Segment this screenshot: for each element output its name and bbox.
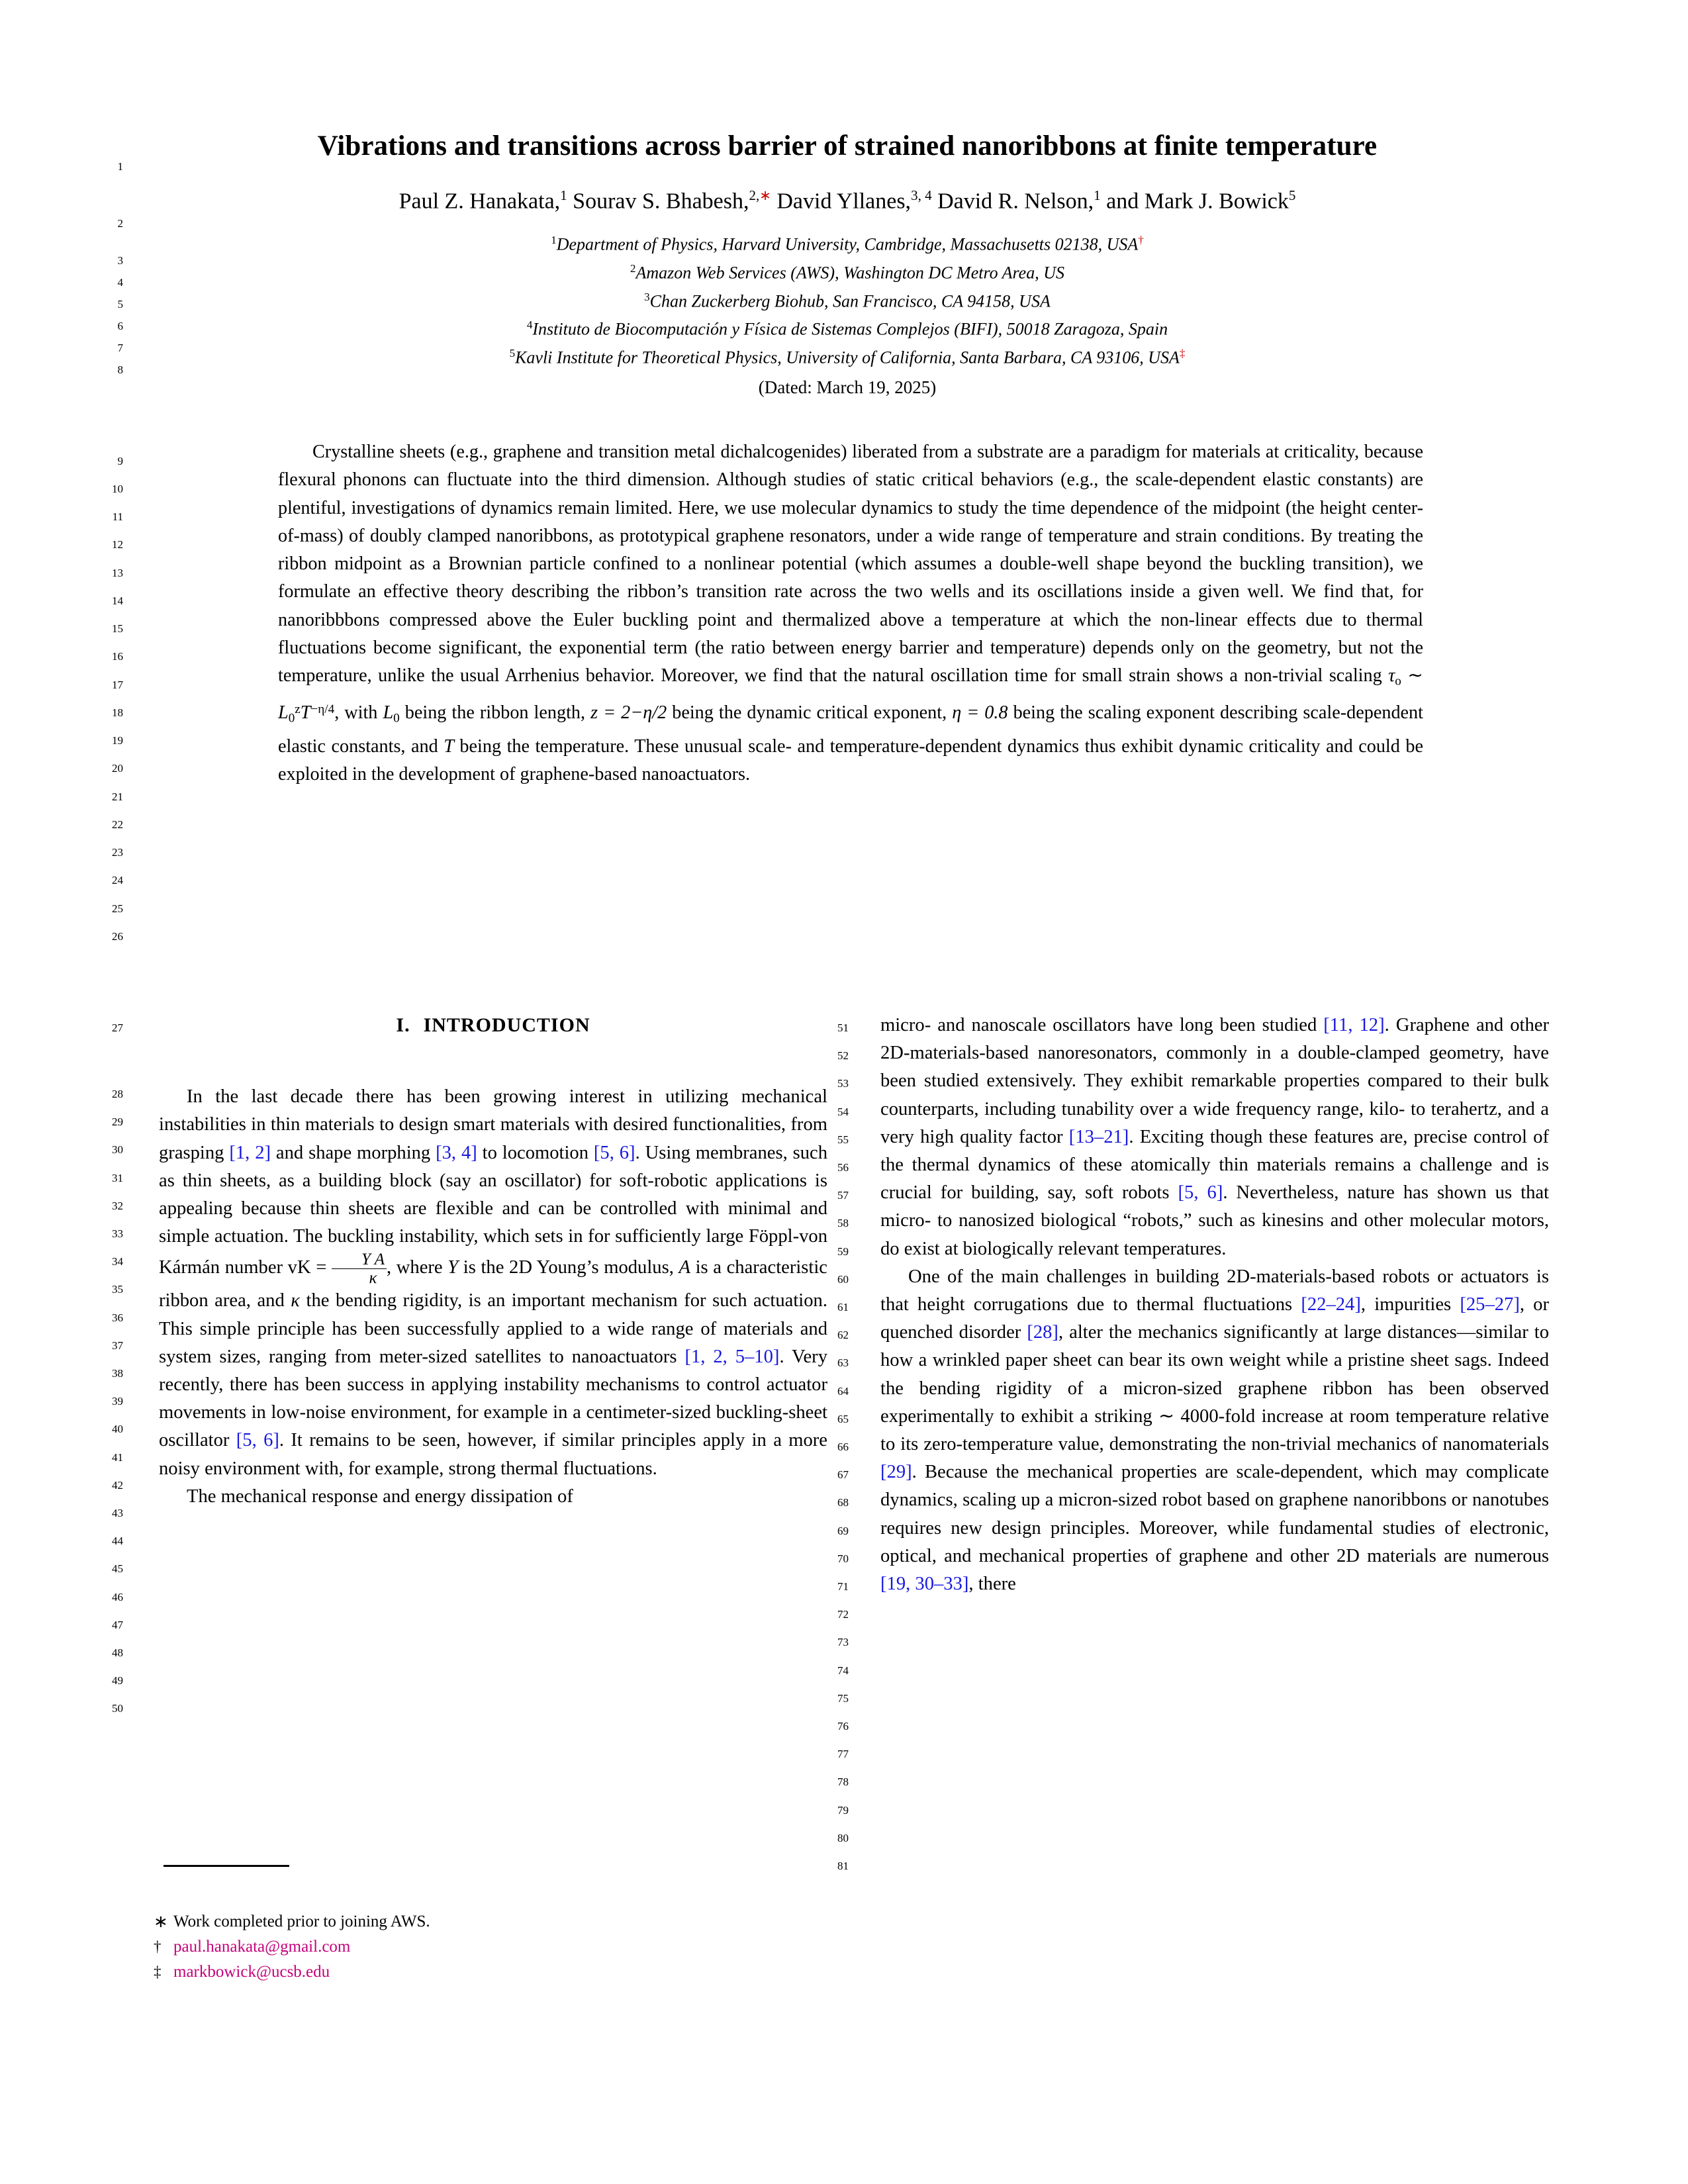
intro-text-6: is the 2D Young’s modulus,	[458, 1257, 679, 1278]
line-number: 38	[112, 1367, 123, 1380]
line-number: 80	[837, 1831, 849, 1844]
symbol-kappa: κ	[291, 1290, 301, 1311]
line-number: 29	[112, 1116, 123, 1129]
footnote-1	[154, 1909, 822, 1934]
line-number: 67	[837, 1468, 849, 1482]
citation-13-21[interactable]: [13–21]	[1068, 1126, 1129, 1147]
symbol-A: A	[679, 1257, 690, 1278]
affiliation-1-mark: 1	[551, 234, 557, 247]
line-number: 11	[112, 510, 123, 523]
line-number: 63	[837, 1356, 849, 1370]
line-number: 41	[112, 1450, 123, 1464]
line-number: 23	[112, 846, 123, 859]
line-number: 34	[112, 1255, 123, 1268]
right-text-6: , impurities	[1360, 1294, 1460, 1315]
citation-22-24[interactable]: [22–24]	[1301, 1294, 1361, 1315]
line-number: 2	[117, 217, 123, 230]
abstract	[278, 438, 1423, 788]
line-number: 44	[112, 1535, 123, 1548]
line-number: 62	[837, 1329, 849, 1342]
intro-text-8: the bending rigidity, is an important mechanism for such actuation. This simple principle has been successfully applied to a wide range of materials and system sizes, ranging from meter-sized satellites to nanoactuators	[159, 1290, 827, 1367]
formula-foppl-von-karman	[332, 1251, 387, 1287]
line-number: 30	[112, 1143, 123, 1157]
fraction-denominator-kappa: κ	[369, 1269, 377, 1288]
affiliation-5-footnote-mark[interactable]: ‡	[1179, 346, 1186, 359]
line-number: 4	[117, 276, 123, 289]
author-1: Paul Z. Hanakata,	[399, 189, 561, 214]
line-number: 69	[837, 1524, 849, 1537]
line-number: 71	[837, 1580, 849, 1593]
citation-5-6-b[interactable]: [5, 6]	[236, 1430, 279, 1451]
title-block	[132, 130, 1562, 398]
line-number: 31	[112, 1171, 123, 1184]
line-number: 22	[112, 818, 123, 831]
line-number: 51	[837, 1021, 849, 1034]
citation-28[interactable]: [28]	[1027, 1322, 1058, 1343]
line-number: 76	[837, 1720, 849, 1733]
line-number: 25	[112, 902, 123, 915]
line-number: 73	[837, 1636, 849, 1649]
right-text-2: . Graphene and other 2D-materials-based nanoresonators, commonly in a double-clamped geometry, have been studied extensively. They exhibit remarkable properties compared to their bulk counterparts, including tunability over a wide frequency range, kilo- to terahertz, and a very high quality factor	[880, 1015, 1549, 1147]
line-number: 32	[112, 1199, 123, 1212]
line-number: 37	[112, 1339, 123, 1352]
line-number: 6	[117, 320, 123, 332]
line-number: 47	[112, 1618, 123, 1631]
line-number: 68	[837, 1496, 849, 1509]
L-subscript: 0	[288, 711, 295, 726]
line-number: 12	[112, 538, 123, 551]
paragraph-right-1	[880, 1012, 1549, 1263]
line-number: 21	[112, 790, 123, 803]
body-column-right	[880, 1012, 1549, 1598]
line-number: 50	[112, 1702, 123, 1715]
affiliation-2	[132, 257, 1562, 285]
author-4: David R. Nelson,	[937, 189, 1094, 214]
similar-symbol: ∼	[1407, 665, 1423, 687]
abstract-formula-z: z = 2−η/2	[590, 702, 667, 724]
footnote-separator-rule	[164, 1865, 289, 1867]
line-number: 5	[117, 298, 123, 310]
line-number: 75	[837, 1691, 849, 1705]
affiliation-1	[132, 228, 1562, 257]
tau-subscript: o	[1395, 674, 1401, 688]
author-3: David Yllanes,	[776, 189, 912, 214]
abstract-text-part-6: being the temperature. These unusual scale- and temperature-dependent dynamics thus exhibit dynamic criticality and could be exploited in the development of graphene-based nanoactuators.	[278, 736, 1423, 785]
section-number: I.	[396, 1014, 410, 1036]
line-number: 79	[837, 1803, 849, 1817]
footnote-1-text: Work completed prior to joining AWS.	[173, 1913, 430, 1930]
line-number: 27	[112, 1021, 123, 1034]
affiliation-5-text: Kavli Institute for Theoretical Physics, University of California, Santa Barbara, CA 93106, USA	[515, 348, 1180, 367]
date-line: (Dated: March 19, 2025)	[758, 377, 937, 397]
line-number: 49	[112, 1674, 123, 1687]
line-number: 24	[112, 874, 123, 886]
affiliation-4-mark: 4	[526, 318, 533, 332]
fraction-numerator-YA: Y A	[332, 1251, 387, 1269]
citation-29[interactable]: [29]	[880, 1462, 912, 1483]
line-number: 18	[112, 706, 123, 719]
L-symbol: L	[278, 702, 289, 724]
affiliation-4-text: Instituto de Biocomputación y Física de Sistemas Complejos (BIFI), 50018 Zaragoza, Spain	[532, 319, 1168, 339]
abstract-text-part-2: , with	[334, 702, 383, 724]
citation-1-2[interactable]: [1, 2]	[229, 1142, 271, 1163]
affiliation-3	[132, 285, 1562, 314]
citation-1-2-5-10[interactable]: [1, 2, 5–10]	[684, 1346, 780, 1367]
line-number: 14	[112, 594, 123, 607]
symbol-Y: Y	[447, 1257, 459, 1278]
line-number: 53	[837, 1077, 849, 1090]
line-number: 9	[117, 455, 123, 467]
author-list	[132, 187, 1562, 214]
line-number: 66	[837, 1441, 849, 1453]
line-number: 20	[112, 762, 123, 775]
citation-25-27[interactable]: [25–27]	[1460, 1294, 1520, 1315]
section-heading-introduction	[159, 1012, 827, 1039]
line-number: 45	[112, 1562, 123, 1576]
line-number: 26	[112, 930, 123, 943]
author-1-affil-mark: 1	[560, 187, 567, 203]
body-column-left	[159, 1012, 827, 1511]
line-number: 1	[117, 160, 123, 173]
L-exponent: z	[295, 702, 301, 717]
line-number: 78	[837, 1776, 849, 1789]
intro-text-5: , where	[387, 1257, 448, 1278]
abstract-formula-T: T	[444, 736, 454, 757]
intro-text-2: and shape morphing	[271, 1142, 436, 1163]
affiliation-3-mark: 3	[644, 290, 650, 303]
citation-5-6[interactable]: [5, 6]	[593, 1142, 635, 1163]
footnote-1-marker: ∗	[154, 1912, 168, 1931]
line-number: 55	[837, 1133, 849, 1146]
affiliation-5-mark: 5	[509, 346, 516, 359]
footnote-2-marker: †	[154, 1938, 162, 1955]
line-number: 39	[112, 1395, 123, 1408]
author-4-affil-mark: 1	[1094, 187, 1101, 203]
right-text-9: . Because the mechanical properties are scale-dependent, which may complicate dynamics, scaling up a micron-sized robot based on graphene nanoribbons or nanotubes requires new design principles. Moreover, while fundamental studies of electronic, optical, and mechanical properties of graphene and other 2D materials are numerous	[880, 1462, 1549, 1566]
paragraph-intro-1	[159, 1083, 827, 1483]
intro-text-7: is a characteristic ribbon area, and	[159, 1257, 827, 1311]
right-text-1: micro- and nanoscale oscillators have long been studied	[880, 1015, 1324, 1035]
paragraph-right-2	[880, 1263, 1549, 1598]
line-number: 15	[112, 622, 123, 635]
page-title: Vibrations and transitions across barrier of strained nanoribbons at finite temperature	[317, 130, 1378, 162]
right-text-5: One of the main challenges in building 2D-materials-based robots or actuators is that height corrugations due to thermal fluctuations	[880, 1266, 1549, 1315]
line-number: 77	[837, 1748, 849, 1761]
line-number: 28	[112, 1088, 123, 1100]
line-number: 74	[837, 1664, 849, 1677]
line-number: 60	[837, 1272, 849, 1286]
line-number: 33	[112, 1227, 123, 1240]
line-number: 13	[112, 567, 123, 579]
line-number: 7	[117, 342, 123, 354]
abstract-text-part-5: being the scaling exponent describing scale-dependent elastic constants, and	[278, 702, 1423, 757]
line-number: 3	[117, 254, 123, 267]
right-text-3: . Exciting though these features are, precise control of the thermal dynamics of these atomically thin materials remains a challenge and is crucial for building, say, soft robots	[880, 1126, 1549, 1204]
footnote-2	[154, 1934, 822, 1960]
author-5: Mark J. Bowick	[1144, 189, 1289, 214]
author-2-footnote-mark[interactable]: ∗	[759, 187, 771, 203]
footnote-2-email-link[interactable]: paul.hanakata@gmail.com	[173, 1938, 351, 1956]
line-number: 43	[112, 1507, 123, 1519]
right-text-10: , there	[968, 1574, 1016, 1595]
line-number: 59	[837, 1245, 849, 1258]
affiliation-5	[132, 342, 1562, 370]
right-text-4: . Nevertheless, nature has shown us that micro- to nanosized biological “robots,” such as kinesins and other molecular motors, do exist at biologically relevant temperatures.	[880, 1182, 1549, 1259]
line-number: 16	[112, 650, 123, 663]
abstract-formula-L0	[383, 702, 400, 726]
line-number: 35	[112, 1283, 123, 1296]
line-number: 40	[112, 1423, 123, 1436]
right-text-7: , or quenched disorder	[880, 1294, 1549, 1343]
line-number: 17	[112, 679, 123, 691]
intro-text-10: . It remains to be seen, however, if similar principles apply in a more noisy environment with, for example, strong thermal fluctuations.	[159, 1430, 827, 1479]
paragraph-intro-2	[159, 1483, 827, 1511]
affiliation-2-text: Amazon Web Services (AWS), Washington DC Metro Area, US	[635, 263, 1064, 283]
intro-text-4: . Using membranes, such as thin sheets, as a building block (say an oscillator) for soft-robotic applications is appealing because thin sheets are flexible and can be controlled with minimal and simple actuation. The buckling instability, which sets in for sufficiently large Föppl-von Kármán number vK =	[159, 1142, 828, 1278]
affiliation-4	[132, 313, 1562, 342]
line-number: 58	[837, 1217, 849, 1230]
author-conjunction: and	[1106, 189, 1139, 214]
citation-11-12[interactable]: [11, 12]	[1323, 1015, 1385, 1035]
line-number: 81	[837, 1860, 849, 1872]
abstract-formula-eta: η = 0.8	[952, 702, 1008, 724]
line-number: 56	[837, 1161, 849, 1174]
section-title: INTRODUCTION	[423, 1014, 590, 1036]
line-number: 61	[837, 1301, 849, 1313]
T-exponent: −η/4	[310, 702, 335, 717]
affiliation-3-text: Chan Zuckerberg Biohub, San Francisco, CA 94158, USA	[649, 291, 1051, 311]
footnote-3	[154, 1960, 822, 1985]
line-number: 8	[117, 363, 123, 376]
T-symbol: T	[300, 702, 311, 724]
line-number: 36	[112, 1311, 123, 1324]
line-number: 54	[837, 1105, 849, 1118]
affiliation-2-mark: 2	[630, 261, 636, 275]
author-2: Sourav S. Bhabesh,	[573, 189, 749, 214]
intro-text-9: . Very recently, there has been success in applying instability mechanisms to control actuator movements in low-noise environment, for example in a centimeter-sized buckling-sheet oscillator	[159, 1346, 827, 1451]
right-text-8: , alter the mechanics significantly at large distances—similar to how a wrinkled paper sheet can bear its own weight while a pristine sheet sags. Indeed the bending rigidity of a micron-sized graphene ribbon has been observed experimentally to exhibit a striking ∼ 4000-fold increase at room temperature relative to its zero-temperature value, demonstrating the non-trivial mechanics of nanomaterials	[880, 1322, 1549, 1455]
line-number: 57	[837, 1189, 849, 1202]
intro-text-3: to locomotion	[477, 1142, 594, 1163]
affiliation-list	[132, 228, 1562, 369]
footnote-3-marker: ‡	[154, 1964, 162, 1980]
intro-text-11: The mechanical response and energy dissipation of	[187, 1486, 573, 1507]
abstract-text-part-4: being the dynamic critical exponent,	[667, 702, 953, 724]
citation-19-30-33[interactable]: [19, 30–33]	[880, 1574, 969, 1595]
citation-3-4[interactable]: [3, 4]	[436, 1142, 477, 1163]
abstract-text-part-3: being the ribbon length,	[399, 702, 591, 724]
author-2-affil-mark: 2,	[749, 187, 760, 203]
author-3-affil-mark: 3, 4	[911, 187, 932, 203]
line-number: 19	[112, 734, 123, 747]
line-number: 46	[112, 1590, 123, 1603]
footnote-list	[154, 1909, 822, 1985]
footnote-3-email-link[interactable]: markbowick@ucsb.edu	[173, 1963, 330, 1981]
line-number: 42	[112, 1478, 123, 1492]
line-number: 10	[112, 483, 123, 495]
line-number: 48	[112, 1646, 123, 1659]
affiliation-1-text: Department of Physics, Harvard University, Cambridge, Massachusetts 02138, USA	[556, 234, 1139, 254]
L0-symbol: L	[383, 702, 394, 724]
citation-5-6-c[interactable]: [5, 6]	[1178, 1182, 1223, 1204]
line-number: 52	[837, 1049, 849, 1063]
affiliation-1-footnote-mark[interactable]: †	[1138, 234, 1144, 247]
line-number: 70	[837, 1552, 849, 1565]
intro-text-1: In the last decade there has been growing interest in utilizing mechanical instabilities in thin materials to design smart materials with desired functionalities, from grasping	[159, 1086, 827, 1163]
line-number: 65	[837, 1412, 849, 1425]
tau-symbol: τ	[1388, 665, 1395, 687]
author-5-affil-mark: 5	[1288, 187, 1296, 203]
abstract-text-part-1: Crystalline sheets (e.g., graphene and transition metal dichalcogenides) liberated from a substrate are a paradigm for materials at criticality, because flexural phonons can fluctuate into the third dimension. Although studies of static critical behaviors (e.g., the scale-dependent elastic constants) are plentiful, investigations of dynamics remain limited. Here, we use molecular dynamics to study the time dependence of the midpoint (the height center-of-mass) of doubly clamped nanoribbons, as prototypical graphene resonators, under a wide range of temperature and strain conditions. By treating the ribbon midpoint as a Brownian particle confined to a nonlinear potential (which assumes a double-well shape beyond the buckling transition), we formulate an effective theory describing the ribbon’s transition rate across the two wells and its oscillations inside a given well. We find that, for nanoribbbons compressed above the Euler buckling point and thermalized above a temperature at which the non-linear effects due to thermal fluctuations become significant, the exponential term (the ratio between energy barrier and temperature) depends only on the geometry, but not the temperature, unlike the usual Arrhenius behavior. Moreover, we find that the natural oscillation time for small strain shows a non-trivial scaling	[278, 442, 1423, 687]
L0-subscript: 0	[393, 711, 400, 726]
line-number: 72	[837, 1608, 849, 1621]
line-number: 64	[837, 1384, 849, 1398]
